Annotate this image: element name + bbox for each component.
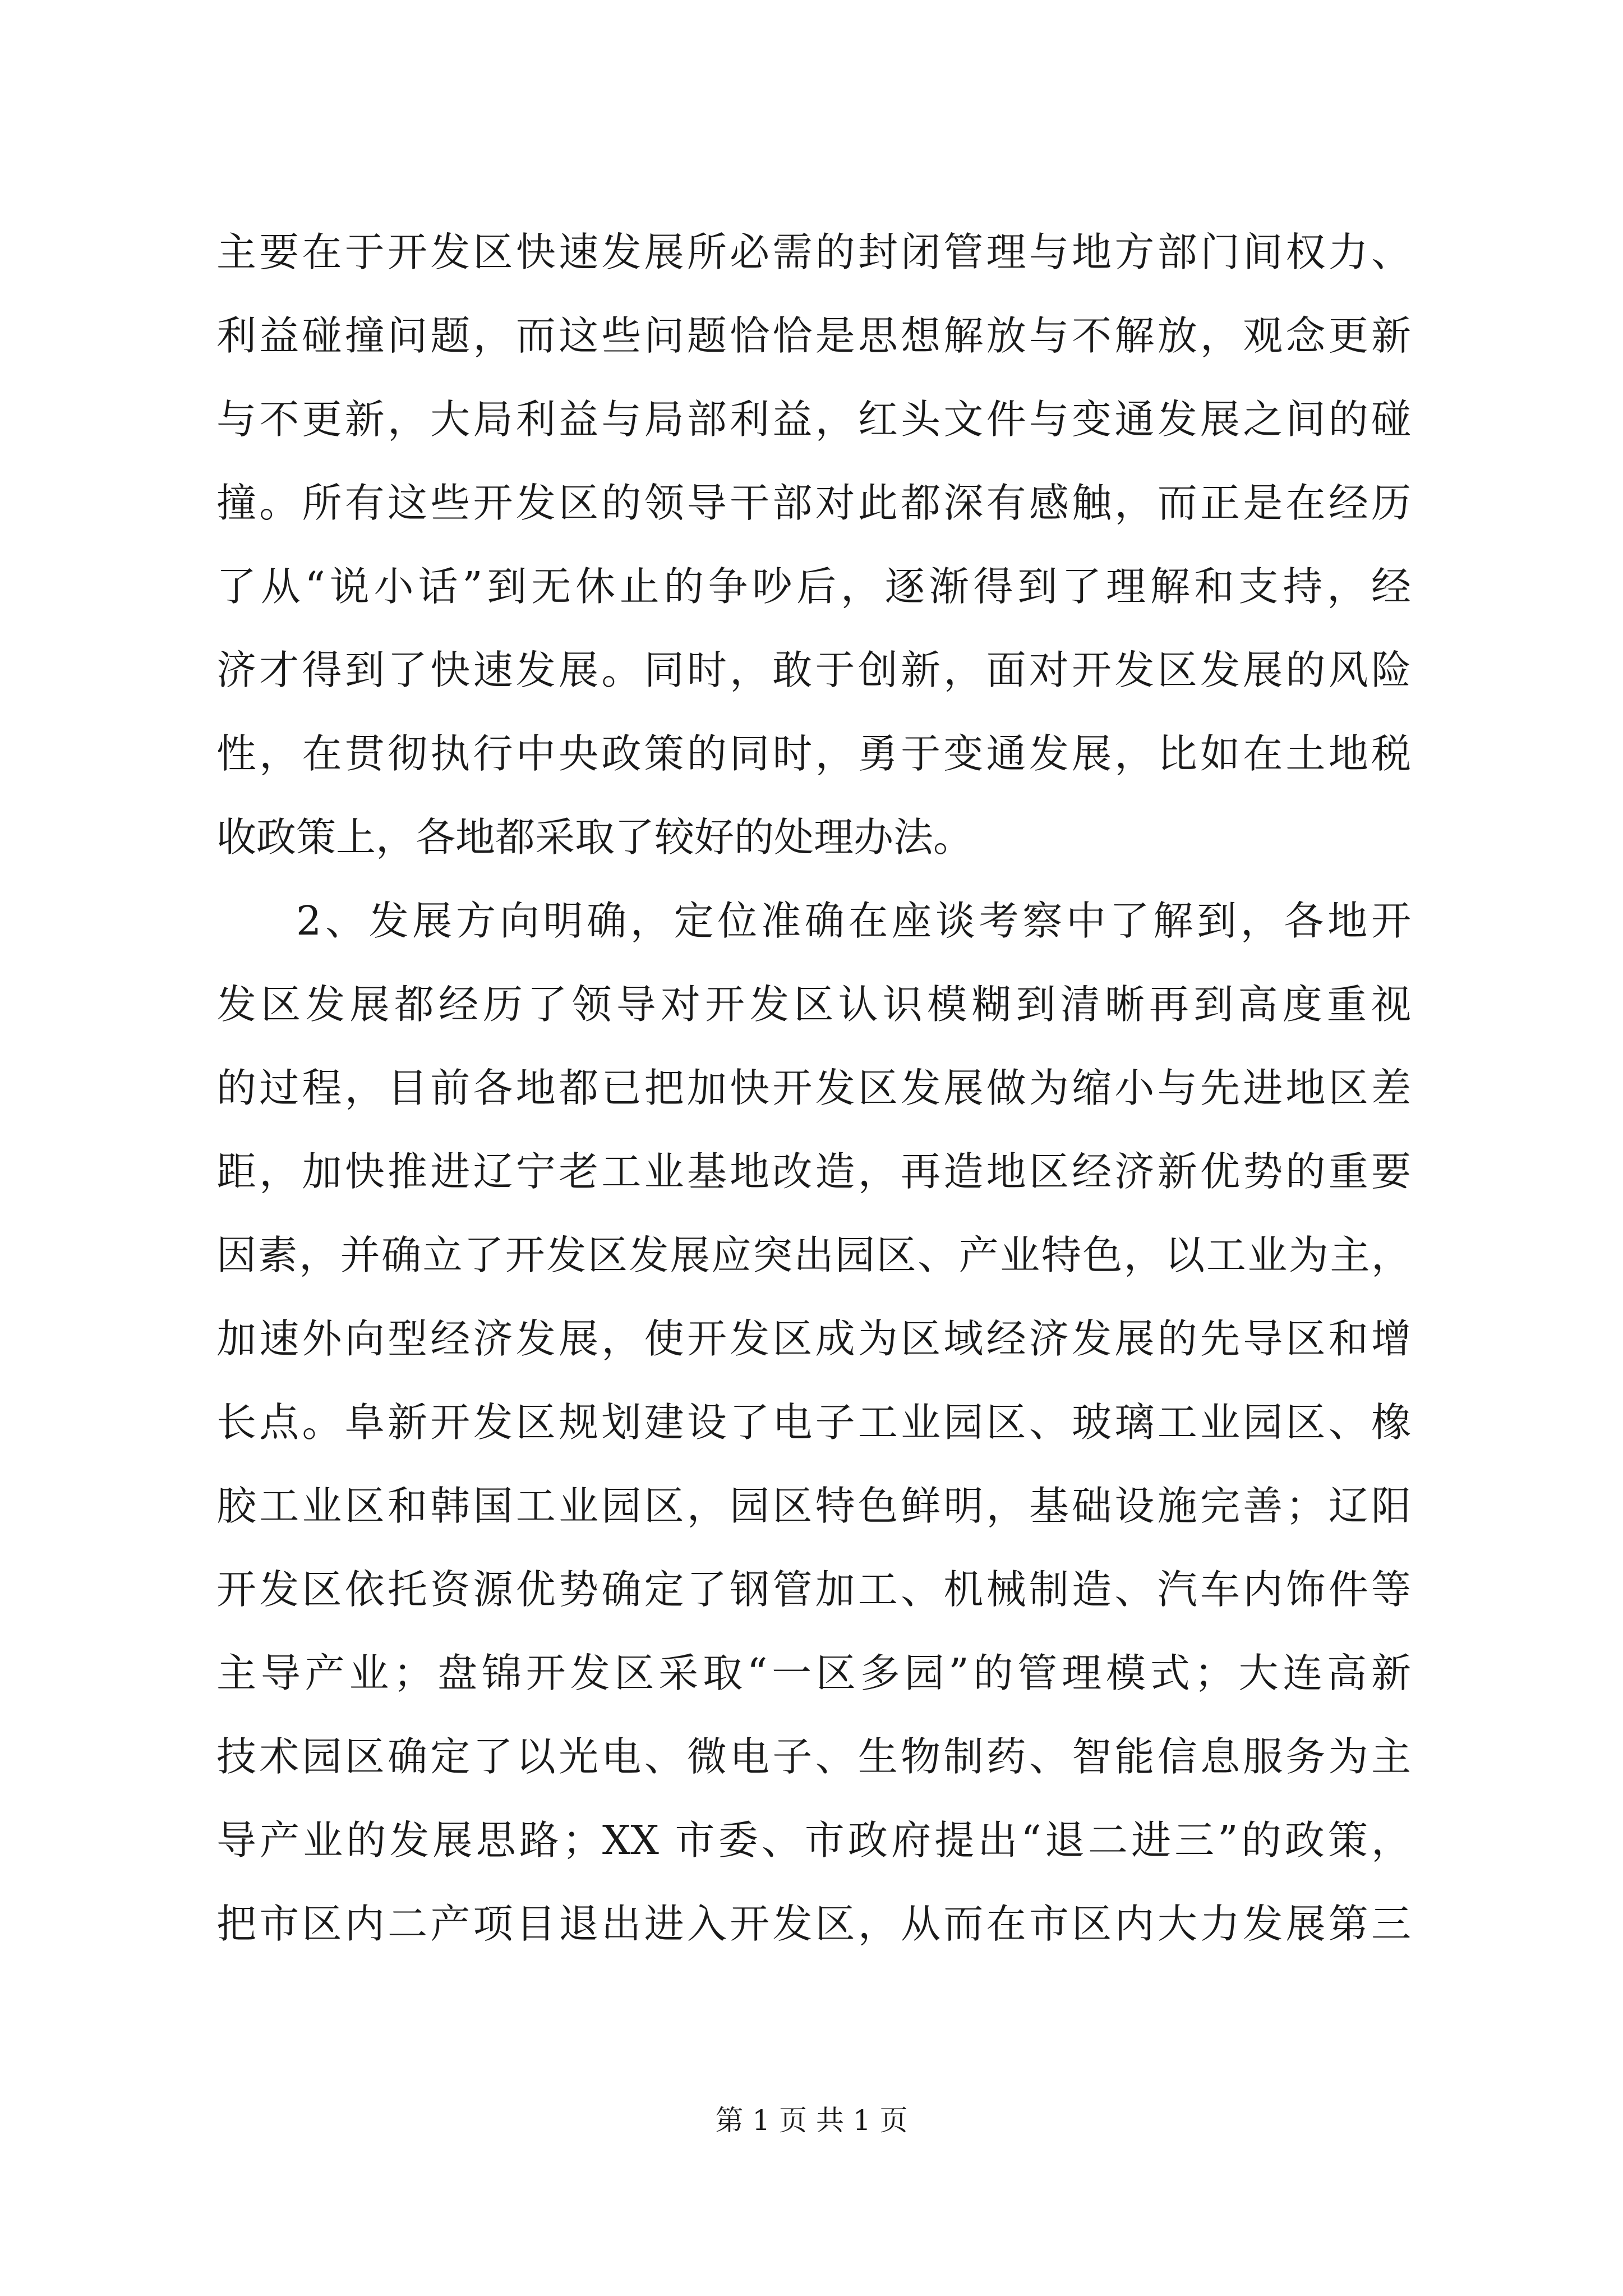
text-line: 导产业的发展思路；XX 市委、市政府提出“退二进三”的政策， (216, 1817, 1411, 1864)
body-text (216, 210, 1411, 1966)
text-line: 加速外向型经济发展，使开发区成为区域经济发展的先导区和增 (216, 1315, 1411, 1362)
text-line: 济才得到了快速发展。同时，敢于创新，面对开发区发展的风险 (216, 647, 1411, 693)
text-line: 撞。所有这些开发区的领导干部对此都深有感触，而正是在经历 (216, 480, 1411, 526)
text-line: 的过程，目前各地都已把加快开发区发展做为缩小与先进地区差 (216, 1065, 1411, 1111)
text-line: 与不更新，大局利益与局部利益，红头文件与变通发展之间的碰 (216, 396, 1411, 443)
text-line: 因素，并确立了开发区发展应突出园区、产业特色，以工业为主， (216, 1232, 1411, 1278)
text-line: 主要在于开发区快速发展所必需的封闭管理与地方部门间权力、 (216, 229, 1411, 275)
text-line: 了从“说小话”到无休止的争吵后，逐渐得到了理解和支持，经 (216, 563, 1411, 610)
paragraph-first-line: 2、发展方向明确，定位准确在座谈考察中了解到，各地开 (296, 898, 1411, 944)
text-line: 胶工业区和韩国工业园区，园区特色鲜明，基础设施完善；辽阳 (216, 1483, 1411, 1529)
text-line: 利益碰撞问题，而这些问题恰恰是思想解放与不解放，观念更新 (216, 312, 1411, 359)
text-line: 长点。阜新开发区规划建设了电子工业园区、玻璃工业园区、橡 (216, 1399, 1411, 1446)
text-line: 发区发展都经历了领导对开发区认识模糊到清晰再到高度重视 (216, 981, 1411, 1028)
text-line: 开发区依托资源优势确定了钢管加工、机械制造、汽车内饰件等 (216, 1566, 1411, 1613)
text-line: 性，在贯彻执行中央政策的同时，勇于变通发展，比如在土地税 (216, 730, 1411, 777)
text-line: 收政策上，各地都采取了较好的处理办法。 (216, 814, 974, 861)
text-line: 技术园区确定了以光电、微电子、生物制药、智能信息服务为主 (216, 1733, 1411, 1780)
text-line: 主导产业；盘锦开发区采取“一区多园”的管理模式；大连高新 (216, 1650, 1411, 1696)
text-line: 距，加快推进辽宁老工业基地改造，再造地区经济新优势的重要 (216, 1148, 1411, 1195)
text-line: 把市区内二产项目退出进入开发区，从而在市区内大力发展第三 (216, 1901, 1411, 1947)
page-number-footer: 第 1 页 共 1 页 (715, 2104, 908, 2137)
